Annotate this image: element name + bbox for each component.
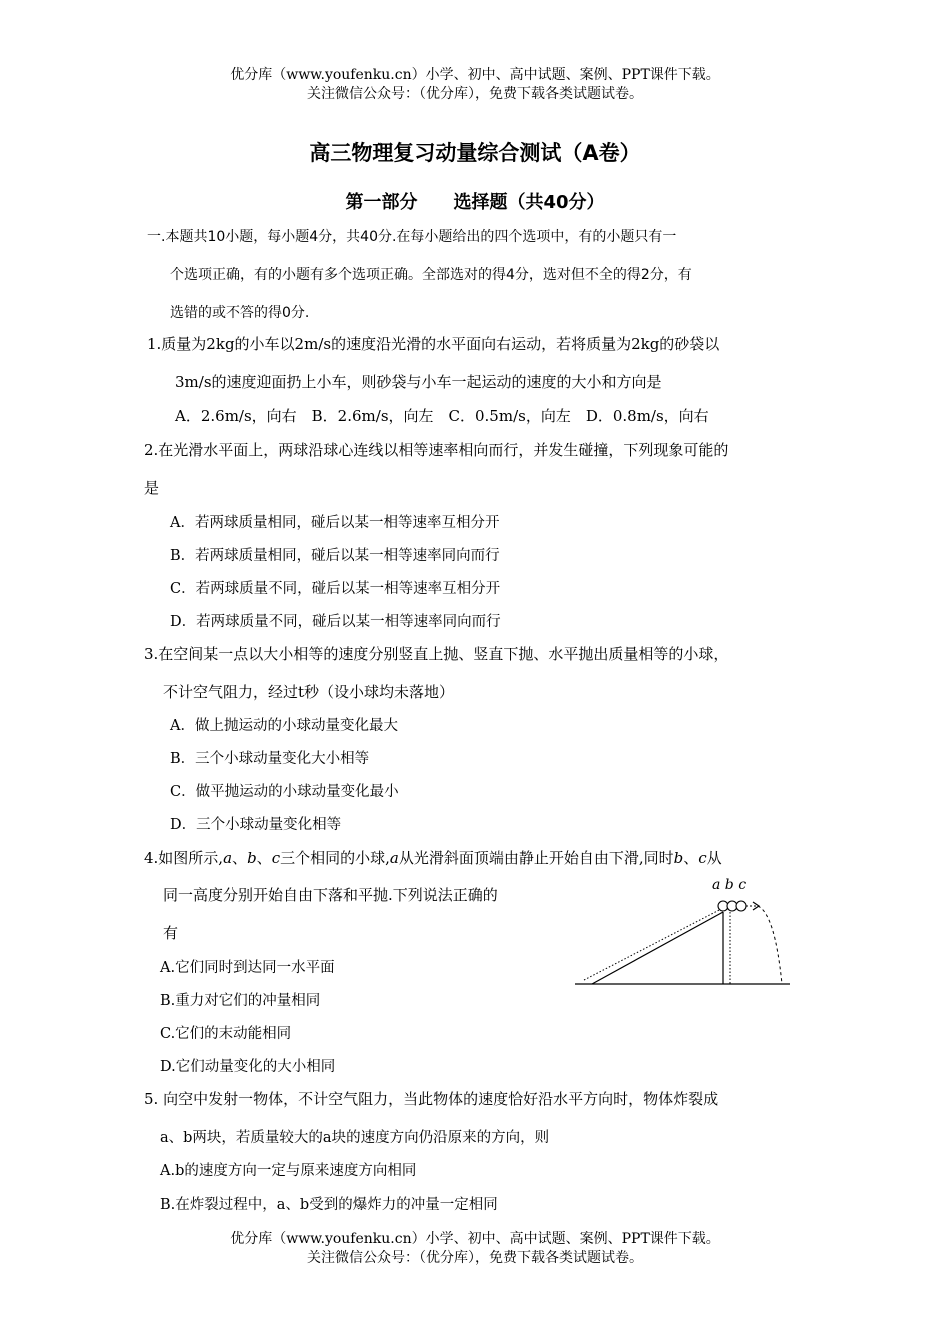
q4-text: 从光滑斜面顶端由静止开始自由下滑,同时: [398, 849, 674, 867]
q4-text: 、: [232, 849, 248, 867]
footer-line-1: 优分库（www.youfenku.cn）小学、初中、高中试题、案例、PPT课件下载。: [230, 1231, 720, 1247]
q4-option-d: D.它们动量变化的大小相同: [160, 1059, 336, 1075]
header-line-2: 关注微信公众号：（优分库），免费下载各类试题试卷。: [307, 86, 643, 102]
q4-text: 、: [683, 849, 699, 867]
q4-text: 从: [706, 849, 722, 867]
var-a: a: [389, 849, 399, 867]
q2-stem-line-2: 是: [144, 479, 160, 497]
q2-option-c: C．若两球质量不同，碰后以某一相等速率互相分开: [170, 581, 501, 597]
header-line-1: 优分库（www.youfenku.cn）小学、初中、高中试题、案例、PPT课件下载。: [230, 67, 720, 83]
projectile-path: [758, 906, 782, 984]
instructions-line-1: 一.本题共10小题，每小题4分，共40分.在每小题给出的四个选项中，有的小题只有一: [147, 229, 677, 245]
q2-option-d: D．若两球质量不同，碰后以某一相等速率同向而行: [170, 614, 501, 630]
q4-text: 三个相同的小球,: [280, 849, 390, 867]
q3-option-c: C．做平抛运动的小球动量变化最小: [170, 784, 399, 800]
q5-stem-line-2: a、b两块，若质量较大的a块的速度方向仍沿原来的方向，则: [160, 1130, 550, 1146]
footer-line-2: 关注微信公众号：（优分库），免费下载各类试题试卷。: [307, 1250, 643, 1266]
q3-option-a: A．做上抛运动的小球动量变化最大: [170, 718, 398, 734]
q1-stem-line-1: 1.质量为2kg的小车以2m/s的速度沿光滑的水平面向右运动，若将质量为2kg的砂袋以: [147, 335, 720, 353]
q4-stem-line-2: 同一高度分别开始自由下落和平抛.下列说法正确的: [163, 886, 498, 904]
instructions-line-2: 个选项正确，有的小题有多个选项正确。全部选对的得4分，选对但不全的得2分，有: [170, 267, 692, 283]
q3-option-b: B．三个小球动量变化大小相等: [170, 751, 370, 767]
var-c: c: [698, 849, 707, 867]
q4-stem-line-1: [144, 847, 722, 868]
diagram-label: a b c: [712, 877, 747, 893]
incline-surface: [592, 912, 723, 984]
page-title: 高三物理复习动量综合测试（A卷）: [309, 141, 641, 165]
ball-a-path: [584, 908, 723, 980]
q2-option-b: B．若两球质量相同，碰后以某一相等速率同向而行: [170, 548, 500, 564]
q4-stem-line-3: 有: [163, 924, 179, 942]
q5-stem-line-1: 5. 向空中发射一物体，不计空气阻力，当此物体的速度恰好沿水平方向时，物体炸裂成: [144, 1090, 719, 1108]
ball-c: [736, 901, 746, 911]
q2-stem-line-1: 2.在光滑水平面上，两球沿球心连线以相等速率相向而行，并发生碰撞，下列现象可能的: [144, 441, 729, 459]
q1-stem-line-2: 3m/s的速度迎面扔上小车，则砂袋与小车一起运动的速度的大小和方向是: [175, 373, 662, 391]
q3-stem-line-1: 3.在空间某一点以大小相等的速度分别竖直上抛、竖直下抛、水平抛出质量相等的小球，: [144, 645, 729, 663]
var-a: a: [223, 849, 233, 867]
var-b: b: [247, 849, 257, 867]
q1-options: A．2.6m/s，向右 B．2.6m/s，向左 C．0.5m/s，向左 D．0.8m/s，向右: [175, 407, 709, 425]
q4-text: 、: [256, 849, 272, 867]
q5-option-a: A.b的速度方向一定与原来速度方向相同: [160, 1163, 417, 1179]
q4-option-a: A.它们同时到达同一水平面: [160, 960, 335, 976]
q4-option-b: B.重力对它们的冲量相同: [160, 993, 321, 1009]
incline-diagram: [570, 872, 800, 992]
section-title: 第一部分 选择题（共40分）: [345, 192, 605, 213]
q5-option-b: B.在炸裂过程中，a、b受到的爆炸力的冲量一定相同: [160, 1197, 498, 1213]
q3-option-d: D．三个小球动量变化相等: [170, 817, 342, 833]
instructions-line-3: 选错的或不答的得0分.: [170, 305, 310, 321]
var-c: c: [271, 849, 281, 867]
var-b: b: [673, 849, 684, 867]
q4-option-c: C.它们的末动能相同: [160, 1026, 292, 1042]
q4-text: 4.如图所示,: [144, 849, 224, 867]
q3-stem-line-2: 不计空气阻力，经过t秒（设小球均未落地）: [163, 683, 455, 701]
q2-option-a: A．若两球质量相同，碰后以某一相等速率互相分开: [170, 515, 500, 531]
